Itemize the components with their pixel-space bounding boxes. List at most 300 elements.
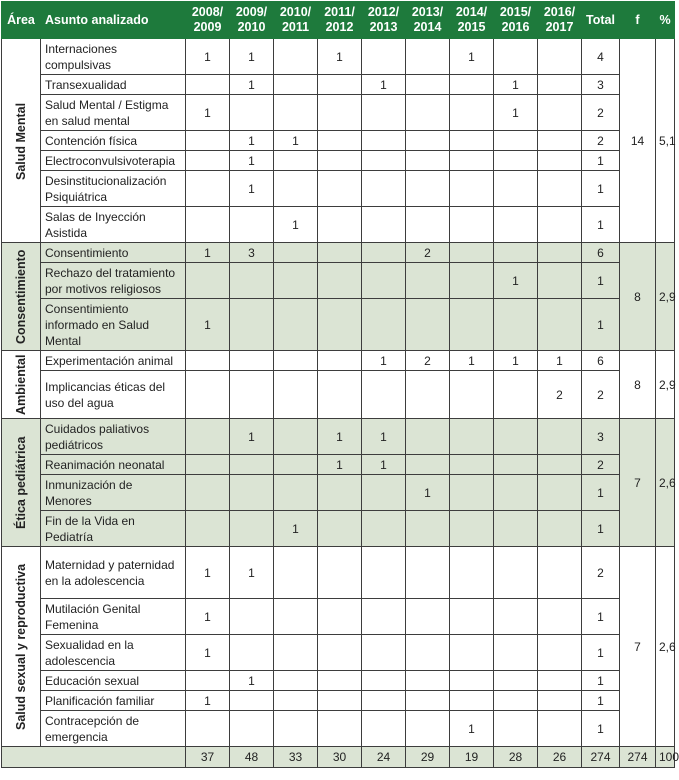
year-value-cell — [362, 547, 406, 599]
year-value-cell: 1 — [186, 547, 230, 599]
year-value-cell — [450, 455, 494, 475]
year-value-cell — [230, 711, 274, 747]
year-value-cell — [406, 299, 450, 351]
year-value-cell — [318, 299, 362, 351]
year-value-cell — [450, 691, 494, 711]
year-value-cell — [186, 131, 230, 151]
topic-cell: Contención física — [41, 131, 186, 151]
row-total-cell: 1 — [582, 171, 620, 207]
row-total-cell: 2 — [582, 455, 620, 475]
year-value-cell — [274, 475, 318, 511]
year-value-cell — [406, 171, 450, 207]
year-value-cell — [406, 455, 450, 475]
year-value-cell: 1 — [450, 351, 494, 371]
year-value-cell — [274, 455, 318, 475]
year-value-cell — [274, 547, 318, 599]
topic-cell: Inmunización de Menores — [41, 475, 186, 511]
bioethics-topics-table — [1, 1, 679, 768]
table-row — [2, 95, 675, 131]
table-row — [2, 511, 675, 547]
year-value-cell: 1 — [230, 419, 274, 455]
topic-cell: Rechazo del tratamiento por motivos religiosos — [41, 263, 186, 299]
row-total-cell: 1 — [582, 207, 620, 243]
year-value-cell — [186, 711, 230, 747]
frequency-header: f — [620, 2, 656, 39]
row-total-cell: 4 — [582, 39, 620, 75]
year-header: 2014/ 2015 — [450, 2, 494, 39]
year-value-cell — [274, 263, 318, 299]
year-value-cell — [186, 151, 230, 171]
area-group — [2, 351, 675, 419]
year-value-cell: 1 — [230, 131, 274, 151]
year-value-cell — [230, 351, 274, 371]
table-row — [2, 299, 675, 351]
year-value-cell: 1 — [230, 671, 274, 691]
table-row — [2, 691, 675, 711]
year-value-cell: 1 — [362, 419, 406, 455]
row-total-cell: 6 — [582, 243, 620, 263]
frequency-cell: 8 — [620, 351, 656, 419]
year-value-cell — [538, 207, 582, 243]
year-value-cell — [538, 511, 582, 547]
area-group — [2, 547, 675, 747]
year-value-cell — [406, 151, 450, 171]
year-value-cell — [318, 635, 362, 671]
year-value-cell — [406, 95, 450, 131]
year-value-cell — [318, 599, 362, 635]
year-value-cell — [318, 75, 362, 95]
year-total-cell: 26 — [538, 747, 582, 768]
year-value-cell — [494, 711, 538, 747]
area-cell — [2, 243, 41, 351]
year-value-cell — [538, 39, 582, 75]
area-group — [2, 419, 675, 547]
frequency-cell: 8 — [620, 243, 656, 351]
year-value-cell: 2 — [406, 351, 450, 371]
year-value-cell — [274, 75, 318, 95]
header-row — [2, 2, 675, 39]
year-value-cell: 1 — [318, 455, 362, 475]
year-value-cell — [450, 207, 494, 243]
topic-cell: Consentimiento informado en Salud Mental — [41, 299, 186, 351]
year-value-cell — [186, 351, 230, 371]
topic-header: Asunto analizado — [41, 2, 186, 39]
row-total-cell: 2 — [582, 131, 620, 151]
topic-cell: Implicancias éticas del uso del agua — [41, 371, 186, 419]
year-value-cell: 1 — [230, 75, 274, 95]
year-total-cell: 19 — [450, 747, 494, 768]
year-value-cell — [318, 351, 362, 371]
year-value-cell — [494, 207, 538, 243]
year-value-cell: 1 — [230, 151, 274, 171]
area-cell — [2, 547, 41, 747]
year-value-cell — [538, 171, 582, 207]
year-value-cell — [230, 599, 274, 635]
year-header: 2008/ 2009 — [186, 2, 230, 39]
table-row — [2, 243, 675, 263]
row-total-cell: 1 — [582, 475, 620, 511]
topic-cell: Transexualidad — [41, 75, 186, 95]
row-total-cell: 1 — [582, 711, 620, 747]
topic-cell: Electroconvulsivoterapia — [41, 151, 186, 171]
year-value-cell: 1 — [494, 263, 538, 299]
year-total-cell: 48 — [230, 747, 274, 768]
frequency-total-cell: 274 — [620, 747, 656, 768]
year-value-cell — [494, 299, 538, 351]
year-value-cell — [362, 95, 406, 131]
year-value-cell — [406, 547, 450, 599]
year-value-cell — [362, 371, 406, 419]
year-value-cell — [274, 419, 318, 455]
topic-cell: Internaciones compulsivas — [41, 39, 186, 75]
table-row — [2, 671, 675, 691]
year-value-cell: 1 — [362, 351, 406, 371]
year-value-cell — [450, 547, 494, 599]
year-value-cell — [450, 371, 494, 419]
year-value-cell — [406, 635, 450, 671]
year-value-cell — [230, 263, 274, 299]
area-label: Consentimiento — [14, 249, 28, 344]
year-value-cell: 1 — [318, 39, 362, 75]
year-value-cell — [318, 547, 362, 599]
topic-cell: Educación sexual — [41, 671, 186, 691]
year-value-cell — [318, 711, 362, 747]
year-value-cell — [318, 151, 362, 171]
area-label: Salud Mental — [14, 101, 28, 180]
year-value-cell: 1 — [186, 691, 230, 711]
year-value-cell — [494, 243, 538, 263]
year-value-cell — [494, 39, 538, 75]
year-value-cell — [406, 671, 450, 691]
year-value-cell — [450, 475, 494, 511]
year-header: 2016/ 2017 — [538, 2, 582, 39]
year-total-cell: 37 — [186, 747, 230, 768]
year-value-cell: 1 — [186, 243, 230, 263]
year-value-cell — [274, 711, 318, 747]
year-value-cell — [318, 691, 362, 711]
year-value-cell — [230, 371, 274, 419]
year-value-cell: 1 — [230, 39, 274, 75]
year-value-cell — [318, 95, 362, 131]
year-value-cell: 1 — [494, 351, 538, 371]
percent-cell: 2,6 — [656, 419, 675, 547]
frequency-cell: 7 — [620, 419, 656, 547]
year-value-cell — [450, 95, 494, 131]
year-header: 2013/ 2014 — [406, 2, 450, 39]
topic-cell: Mutilación Genital Femenina — [41, 599, 186, 635]
year-value-cell — [450, 635, 494, 671]
year-value-cell — [274, 599, 318, 635]
year-value-cell — [450, 75, 494, 95]
year-value-cell: 1 — [274, 511, 318, 547]
year-header: 2011/ 2012 — [318, 2, 362, 39]
year-value-cell — [186, 419, 230, 455]
year-value-cell — [450, 171, 494, 207]
year-total-cell: 30 — [318, 747, 362, 768]
table-row — [2, 171, 675, 207]
year-value-cell — [274, 691, 318, 711]
percent-total-cell: 100 — [656, 747, 675, 768]
year-value-cell — [494, 475, 538, 511]
table-row — [2, 475, 675, 511]
year-value-cell — [450, 419, 494, 455]
year-value-cell — [318, 263, 362, 299]
year-value-cell — [230, 635, 274, 671]
year-value-cell — [538, 635, 582, 671]
year-value-cell — [450, 511, 494, 547]
table-row — [2, 351, 675, 371]
year-value-cell — [186, 511, 230, 547]
frequency-cell: 14 — [620, 39, 656, 243]
totals-row — [2, 747, 675, 768]
year-value-cell — [274, 151, 318, 171]
year-value-cell — [362, 243, 406, 263]
row-total-cell: 1 — [582, 671, 620, 691]
year-value-cell — [318, 671, 362, 691]
table-row — [2, 39, 675, 75]
grand-total-cell: 274 — [582, 747, 620, 768]
year-value-cell — [362, 599, 406, 635]
year-value-cell — [318, 371, 362, 419]
total-header: Total — [582, 2, 620, 39]
year-value-cell — [406, 39, 450, 75]
year-value-cell: 1 — [318, 419, 362, 455]
row-total-cell: 1 — [582, 263, 620, 299]
year-value-cell: 2 — [406, 243, 450, 263]
year-header: 2010/ 2011 — [274, 2, 318, 39]
year-value-cell — [494, 455, 538, 475]
year-value-cell — [186, 263, 230, 299]
year-value-cell — [538, 599, 582, 635]
topic-cell: Cuidados paliativos pediátricos — [41, 419, 186, 455]
topic-cell: Salas de Inyección Asistida — [41, 207, 186, 243]
year-value-cell — [362, 671, 406, 691]
year-value-cell — [274, 243, 318, 263]
table-row — [2, 131, 675, 151]
year-value-cell — [494, 691, 538, 711]
year-value-cell — [274, 95, 318, 131]
area-header: Área — [2, 2, 41, 39]
year-value-cell — [494, 671, 538, 691]
year-value-cell — [406, 131, 450, 151]
year-value-cell — [406, 371, 450, 419]
year-value-cell — [318, 243, 362, 263]
year-value-cell — [318, 171, 362, 207]
year-value-cell — [274, 39, 318, 75]
topic-cell: Experimentación animal — [41, 351, 186, 371]
percent-header: % — [656, 2, 675, 39]
percent-cell: 2,9 — [656, 243, 675, 351]
table-row — [2, 455, 675, 475]
year-header: 2009/ 2010 — [230, 2, 274, 39]
table-row — [2, 207, 675, 243]
row-total-cell: 1 — [582, 599, 620, 635]
year-value-cell — [494, 371, 538, 419]
year-value-cell — [274, 371, 318, 419]
year-value-cell — [538, 671, 582, 691]
year-value-cell — [406, 511, 450, 547]
year-value-cell: 1 — [186, 299, 230, 351]
table-row — [2, 547, 675, 599]
year-value-cell — [538, 299, 582, 351]
year-value-cell — [538, 75, 582, 95]
year-value-cell — [274, 671, 318, 691]
year-value-cell — [450, 131, 494, 151]
year-value-cell — [362, 635, 406, 671]
year-value-cell — [362, 511, 406, 547]
percent-cell: 2,9 — [656, 351, 675, 419]
area-group — [2, 243, 675, 351]
year-value-cell: 3 — [230, 243, 274, 263]
year-value-cell: 1 — [274, 207, 318, 243]
year-value-cell — [318, 131, 362, 151]
topic-cell: Reanimación neonatal — [41, 455, 186, 475]
year-value-cell — [450, 599, 494, 635]
year-value-cell — [538, 691, 582, 711]
row-total-cell: 3 — [582, 419, 620, 455]
area-label: Ética pediátrica — [14, 436, 28, 529]
year-value-cell — [406, 207, 450, 243]
year-value-cell — [538, 131, 582, 151]
year-value-cell — [186, 371, 230, 419]
year-value-cell — [538, 243, 582, 263]
year-value-cell — [186, 75, 230, 95]
year-value-cell — [538, 455, 582, 475]
year-value-cell — [362, 263, 406, 299]
year-value-cell — [230, 475, 274, 511]
row-total-cell: 2 — [582, 371, 620, 419]
year-value-cell: 1 — [362, 75, 406, 95]
table-row — [2, 151, 675, 171]
year-total-cell: 28 — [494, 747, 538, 768]
topic-cell: Fin de la Vida en Pediatría — [41, 511, 186, 547]
row-total-cell: 2 — [582, 95, 620, 131]
year-value-cell — [186, 671, 230, 691]
year-value-cell — [538, 263, 582, 299]
row-total-cell: 1 — [582, 299, 620, 351]
topic-cell: Consentimiento — [41, 243, 186, 263]
year-value-cell: 2 — [538, 371, 582, 419]
year-value-cell — [538, 151, 582, 171]
year-value-cell — [362, 475, 406, 511]
year-value-cell — [362, 711, 406, 747]
row-total-cell: 6 — [582, 351, 620, 371]
year-value-cell — [362, 691, 406, 711]
year-value-cell — [230, 511, 274, 547]
year-value-cell: 1 — [186, 95, 230, 131]
year-value-cell — [450, 151, 494, 171]
year-value-cell — [362, 131, 406, 151]
year-value-cell — [406, 711, 450, 747]
topic-cell: Salud Mental / Estigma en salud mental — [41, 95, 186, 131]
year-value-cell — [450, 243, 494, 263]
year-value-cell: 1 — [230, 547, 274, 599]
year-value-cell: 1 — [450, 39, 494, 75]
year-value-cell — [538, 711, 582, 747]
year-value-cell — [230, 95, 274, 131]
table-row — [2, 635, 675, 671]
year-value-cell — [494, 635, 538, 671]
year-value-cell — [230, 299, 274, 351]
year-header: 2015/ 2016 — [494, 2, 538, 39]
area-cell — [2, 39, 41, 243]
table-row — [2, 419, 675, 455]
area-group — [2, 39, 675, 243]
year-value-cell — [274, 171, 318, 207]
topic-cell: Maternidad y paternidad en la adolescencia — [41, 547, 186, 599]
year-total-cell: 24 — [362, 747, 406, 768]
year-value-cell: 1 — [362, 455, 406, 475]
year-value-cell — [230, 455, 274, 475]
year-value-cell — [274, 351, 318, 371]
year-value-cell — [450, 263, 494, 299]
frequency-cell: 7 — [620, 547, 656, 747]
year-value-cell — [494, 151, 538, 171]
year-value-cell — [494, 511, 538, 547]
year-value-cell: 1 — [274, 131, 318, 151]
year-value-cell: 1 — [406, 475, 450, 511]
row-total-cell: 1 — [582, 691, 620, 711]
year-value-cell — [538, 419, 582, 455]
topic-cell: Desinstitucionalización Psiquiátrica — [41, 171, 186, 207]
year-value-cell — [494, 599, 538, 635]
table-row — [2, 711, 675, 747]
area-label: Salud sexual y reproductiva — [14, 563, 28, 730]
year-value-cell — [362, 299, 406, 351]
topic-cell: Sexualidad en la adolescencia — [41, 635, 186, 671]
year-value-cell — [406, 419, 450, 455]
percent-cell: 2,6 — [656, 547, 675, 747]
year-value-cell — [186, 207, 230, 243]
year-value-cell — [362, 39, 406, 75]
year-value-cell — [494, 171, 538, 207]
year-value-cell — [450, 299, 494, 351]
area-cell — [2, 351, 41, 419]
year-value-cell — [318, 207, 362, 243]
year-value-cell: 1 — [494, 75, 538, 95]
year-value-cell — [494, 547, 538, 599]
percent-cell: 5,1 — [656, 39, 675, 243]
year-value-cell — [450, 671, 494, 691]
table-row — [2, 263, 675, 299]
year-header: 2012/ 2013 — [362, 2, 406, 39]
year-value-cell — [274, 635, 318, 671]
year-value-cell — [362, 151, 406, 171]
row-total-cell: 2 — [582, 547, 620, 599]
year-value-cell — [186, 171, 230, 207]
year-value-cell — [406, 599, 450, 635]
year-value-cell — [406, 75, 450, 95]
area-label: Ambiental — [14, 354, 28, 415]
year-value-cell: 1 — [538, 351, 582, 371]
year-total-cell: 33 — [274, 747, 318, 768]
year-value-cell: 1 — [186, 599, 230, 635]
year-value-cell — [494, 419, 538, 455]
year-value-cell — [406, 263, 450, 299]
row-total-cell: 1 — [582, 511, 620, 547]
year-value-cell — [318, 475, 362, 511]
year-value-cell — [230, 691, 274, 711]
year-value-cell — [186, 475, 230, 511]
year-value-cell — [538, 95, 582, 131]
row-total-cell: 1 — [582, 151, 620, 171]
row-total-cell: 1 — [582, 635, 620, 671]
year-value-cell: 1 — [186, 39, 230, 75]
row-total-cell: 3 — [582, 75, 620, 95]
year-value-cell — [362, 207, 406, 243]
topic-cell: Planificación familiar — [41, 691, 186, 711]
table-row — [2, 75, 675, 95]
